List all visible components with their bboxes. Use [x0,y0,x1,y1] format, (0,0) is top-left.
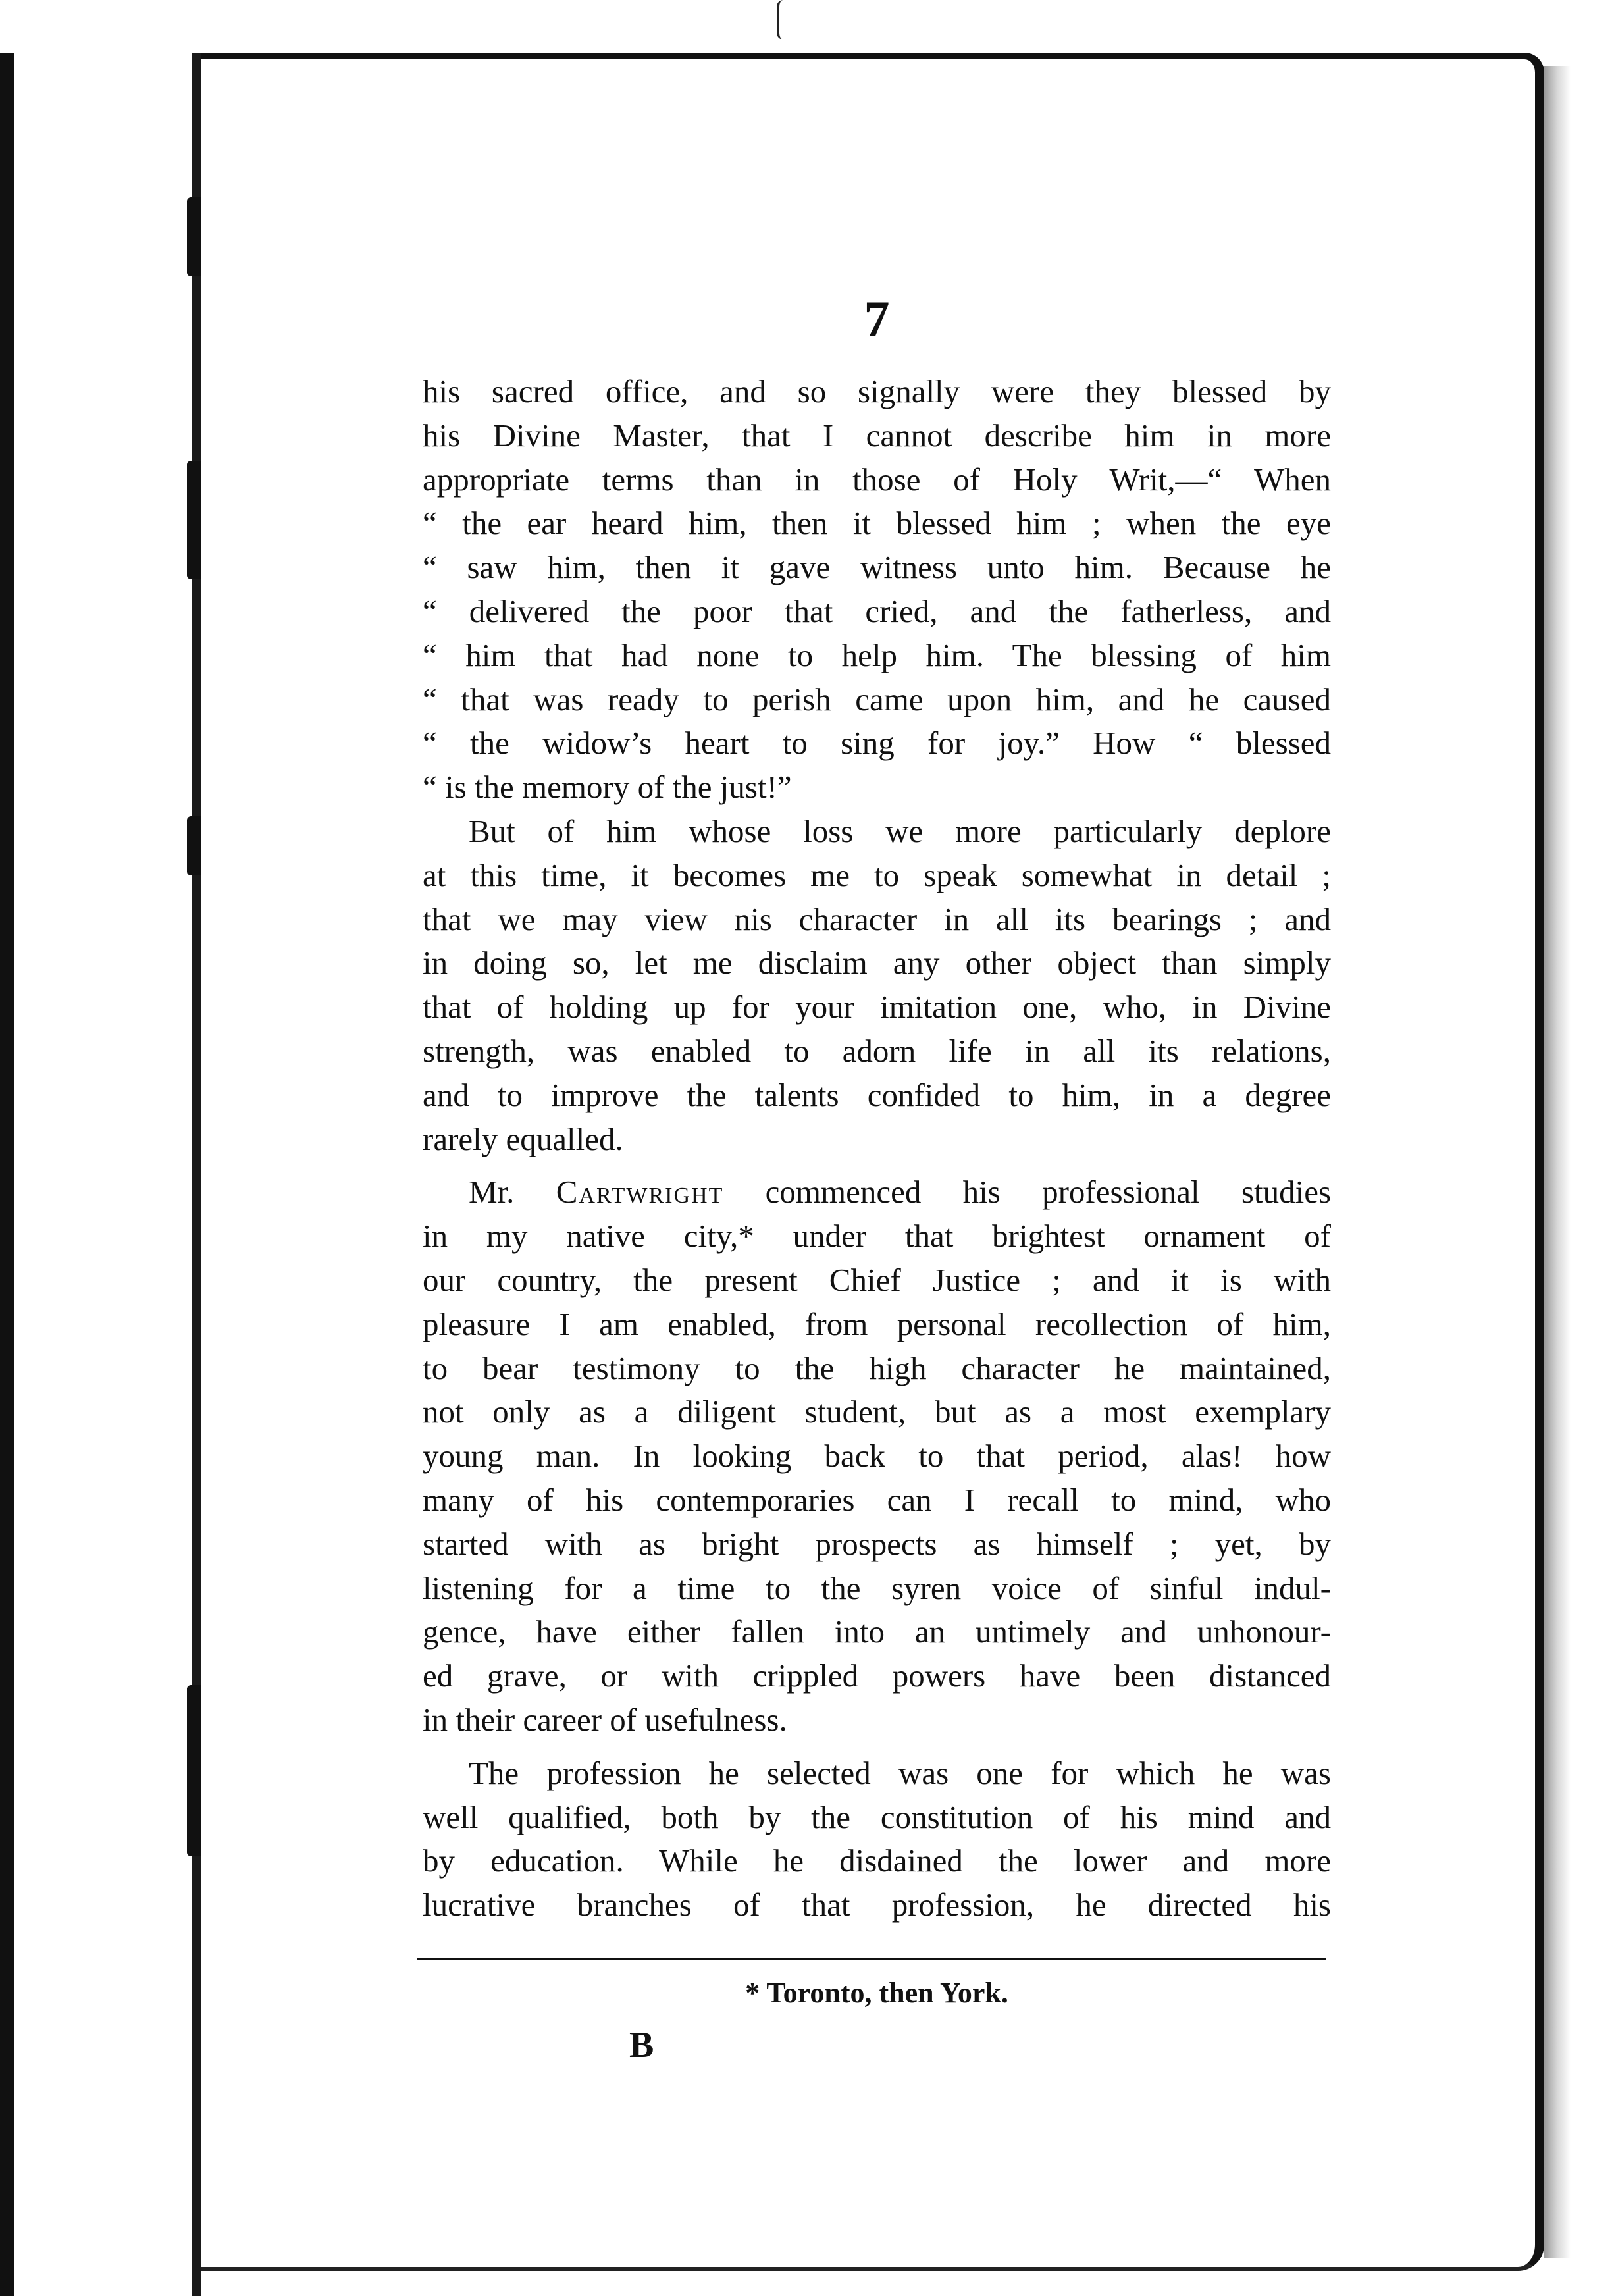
surname-smallcaps: Cartwright [556,1174,724,1211]
text-line: appropriate terms than in those of Holy Writ,—“ When [423,461,1331,498]
honorific: Mr. [469,1174,556,1211]
text-line: “ delivered the poor that cried, and the fatherless, and [423,592,1331,629]
scan-corner-mark [777,0,799,39]
paragraph-gap [423,1161,1331,1170]
text-line: in my native city,* under that brightest ornament of [423,1218,1331,1255]
text-line [423,1170,1331,1214]
page-edge-shadow [1544,66,1571,2258]
text-line: and to improve the talents confided to him, in a degree [423,1076,1331,1113]
text-line: his sacred office, and so signally were they blessed by [423,373,1331,409]
text-line: “ that was ready to perish came upon him, and he caused [423,681,1331,718]
text-line: strength, was enabled to adorn life in all its relations, [423,1032,1331,1069]
text-line: pleasure I am enabled, from personal recollection of him, [423,1305,1331,1342]
text-line: But of him whose loss we more particularly deplore [469,812,1331,849]
footnote: * Toronto, then York. [745,1977,1008,2009]
text-line: rarely equalled. [423,1120,623,1157]
page-spine [192,53,201,2296]
text-line: “ saw him, then it gave witness unto him. Because he [423,549,1331,586]
text-line: to bear testimony to the high character he maintained, [423,1349,1331,1386]
text-line: his Divine Master, that I cannot describe him in more [423,417,1331,454]
text-line: listening for a time to the syren voice of sinful indul- [423,1569,1331,1606]
body-text [423,370,1331,1927]
signature-mark: B [629,2025,654,2066]
text-line: “ is the memory of the just!” [423,769,792,806]
text-line: well qualified, both by the constitution of his mind and [423,1798,1331,1835]
text-line: by education. While he disdained the lower and more [423,1842,1331,1879]
scan-gutter [0,0,197,2296]
text-line: that we may view nis character in all its bearings ; and [423,900,1331,937]
text-line: gence, have either fallen into an untimely and unhonour- [423,1613,1331,1650]
line-remainder: commenced his professional studies [765,1174,1332,1211]
text-line: at this time, it becomes me to speak somewhat in detail ; [423,856,1331,893]
scan-left-edge [0,53,14,2296]
text-line: started with as bright prospects as himself ; yet, by [423,1525,1331,1562]
text-line: “ him that had none to help him. The blessing of him [423,637,1331,673]
text-line: in their career of usefulness. [423,1701,787,1738]
text-line: not only as a diligent student, but as a most exemplary [423,1394,1331,1430]
text-line: The profession he selected was one for which he was [469,1754,1331,1791]
footnote-rule [417,1958,1326,1960]
text-line: lucrative branches of that profession, he directed his [423,1887,1331,1923]
text-line: “ the ear heard him, then it blessed him ; when the eye [423,505,1331,542]
text-line: ed grave, or with crippled powers have been distanced [423,1657,1331,1694]
text-line: “ the widow’s heart to sing for joy.” How “ blessed [423,725,1331,762]
text-line: that of holding up for your imitation one, who, in Divine [423,989,1331,1026]
text-line: many of his contemporaries can I recall to mind, who [423,1481,1331,1518]
text-line: young man. In looking back to that period, alas! how [423,1438,1331,1474]
paragraph-gap [423,1742,1331,1752]
page-number: 7 [864,290,890,348]
text-line: our country, the present Chief Justice ; and it is with [423,1261,1331,1298]
text-line: in doing so, let me disclaim any other object than simply [423,945,1331,981]
